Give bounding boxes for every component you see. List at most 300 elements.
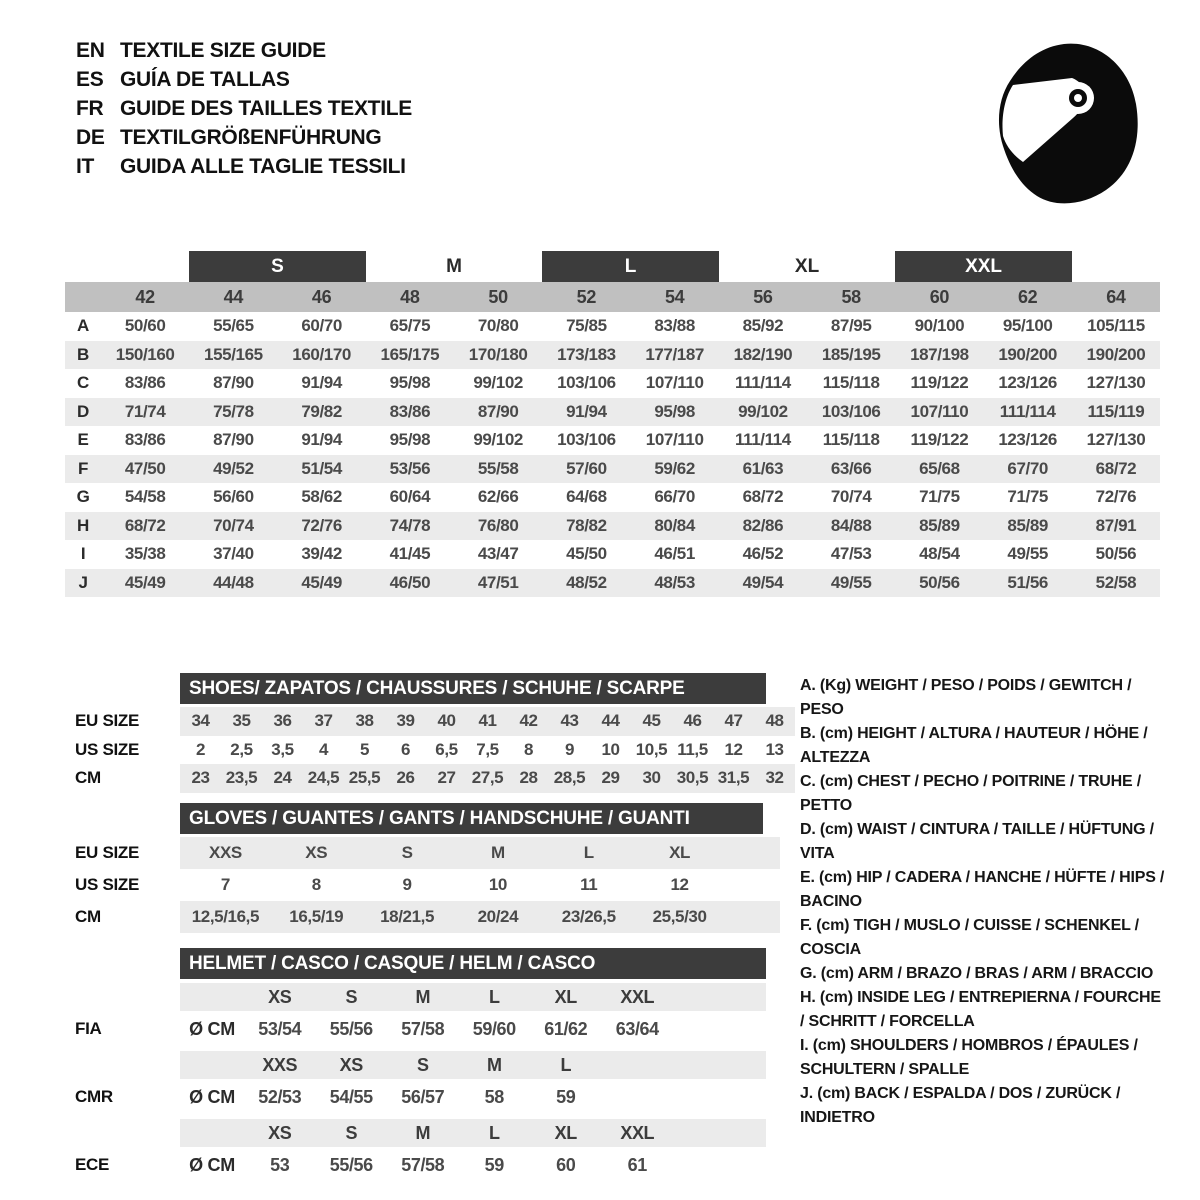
helmet-size-label: XS — [339, 1054, 363, 1075]
size-value-cell: 46/52 — [742, 544, 784, 564]
size-value-cell: 177/187 — [631, 341, 719, 370]
size-value-cell: 85/92 — [742, 316, 784, 336]
size-value-cell: 9 — [402, 875, 412, 894]
language-row — [76, 123, 412, 152]
size-value-cell: 13 — [765, 739, 784, 759]
helmet-size-label: L — [488, 1122, 500, 1143]
size-value-cell: 30 — [642, 768, 661, 788]
diameter-label: Ø CM — [189, 1018, 235, 1039]
legend-item: I. (cm) SHOULDERS / HOMBROS / ÉPAULES / SCHULTERN / SPALLE — [800, 1037, 1138, 1078]
size-value-cell: 6,5 — [435, 739, 458, 759]
size-value-cell: 85/89 — [984, 512, 1072, 541]
size-value-cell: 75/85 — [566, 316, 607, 336]
size-value-cell: 27 — [437, 768, 456, 788]
size-value-cell: 84/88 — [807, 512, 895, 541]
measurement-row — [65, 369, 1160, 398]
size-value-cell: 45/49 — [101, 569, 189, 598]
legend-item: F. (cm) TIGH / MUSLO / CUISSE / SCHENKEL / COSCIA — [800, 917, 1139, 958]
size-value-cell: 107/110 — [895, 398, 983, 427]
numeric-size-label: 50 — [454, 282, 542, 312]
helmet-size-value: 54/55 — [329, 1086, 373, 1107]
size-value-cell: 103/106 — [807, 398, 895, 427]
size-value-cell: 4 — [318, 739, 329, 759]
size-value-cell: 37/40 — [213, 544, 254, 564]
helmet-size-value: 53 — [270, 1154, 290, 1175]
helmet-size-value: 59 — [556, 1086, 576, 1107]
size-value-cell: 48 — [765, 711, 784, 731]
size-value-cell: 25,5/30 — [652, 907, 707, 926]
helmet-size-value: 52/53 — [258, 1086, 302, 1107]
size-value-cell: 170/180 — [454, 341, 542, 370]
measurement-row — [65, 540, 1160, 569]
size-value-cell: S — [401, 843, 413, 862]
size-value-cell: 50/60 — [124, 316, 166, 336]
size-value-cell: 87/90 — [213, 373, 254, 393]
size-value-cell: 30,5 — [676, 768, 709, 788]
size-value-cell: 5 — [359, 739, 370, 759]
size-row — [180, 764, 795, 793]
language-code: IT — [76, 154, 95, 178]
size-value-cell: 43/47 — [477, 544, 519, 564]
size-value-cell: 87/95 — [830, 316, 872, 336]
size-value-cell: 25,5 — [348, 768, 381, 788]
size-value-cell: 10 — [488, 875, 507, 894]
size-value-cell: 52/58 — [1072, 569, 1160, 598]
helmet-size-value: 63/64 — [615, 1018, 659, 1039]
helmet-section-title: HELMET / CASCO / CASQUE / HELM / CASCO — [180, 948, 766, 979]
measurement-row — [65, 569, 1160, 598]
size-value-cell: 68/72 — [101, 512, 189, 541]
size-value-cell: 68/72 — [742, 487, 784, 507]
size-group-label: XXL — [895, 251, 1072, 282]
numeric-size-label: 48 — [366, 282, 454, 312]
size-value-cell: 68/72 — [1072, 455, 1160, 484]
row-letter: D — [65, 398, 101, 427]
language-row — [76, 94, 412, 123]
size-value-cell: 2,5 — [230, 739, 253, 759]
size-value-cell: 37 — [314, 711, 333, 731]
size-value-cell: 83/88 — [654, 316, 695, 336]
size-group-row — [65, 251, 1160, 282]
size-value-cell: 99/102 — [473, 430, 523, 450]
size-value-cell: 47 — [724, 711, 743, 731]
size-value-cell: 7,5 — [476, 739, 499, 759]
size-value-cell: 45 — [642, 711, 661, 731]
size-value-cell: 40 — [437, 711, 456, 731]
size-value-cell: 31,5 — [717, 768, 750, 788]
size-value-cell: 127/130 — [1086, 430, 1146, 450]
shoes-size-table — [180, 673, 795, 793]
helmet-size-header-row — [180, 1119, 766, 1147]
measurement-row — [65, 483, 1160, 512]
size-value-cell: 55/58 — [454, 455, 542, 484]
shoes-section-title: SHOES/ ZAPATOS / CHAUSSURES / SCHUHE / SCARPE — [180, 673, 766, 704]
numeric-size-label: 64 — [1072, 282, 1160, 312]
helmet-size-label: S — [416, 1054, 429, 1075]
size-value-cell: 82/86 — [719, 512, 807, 541]
size-value-cell: 41 — [478, 711, 497, 731]
size-value-cell: 103/106 — [557, 430, 616, 450]
language-code: EN — [76, 38, 105, 62]
size-value-cell: 11,5 — [677, 739, 708, 759]
helmet-size-value: 55/56 — [329, 1018, 373, 1039]
size-value-cell: 75/78 — [189, 398, 277, 427]
row-letter: F — [65, 455, 101, 484]
measurement-row — [65, 455, 1160, 484]
size-value-cell: 190/200 — [1072, 341, 1160, 370]
row-label: US SIZE — [75, 739, 140, 759]
size-value-cell: 155/165 — [189, 341, 277, 370]
size-value-cell: 123/126 — [998, 430, 1057, 450]
size-value-cell: 59/62 — [631, 455, 719, 484]
size-value-cell: 49/52 — [189, 455, 277, 484]
size-value-cell: 12,5/16,5 — [191, 907, 260, 926]
size-row — [180, 736, 795, 765]
size-value-cell: 23,5 — [225, 768, 258, 788]
size-value-cell: 34 — [191, 711, 210, 731]
helmet-size-table — [180, 948, 766, 1183]
size-value-cell: 45/49 — [278, 569, 366, 598]
size-value-cell: 29 — [601, 768, 620, 788]
size-value-cell: 48/54 — [919, 544, 960, 564]
row-letter: C — [77, 373, 89, 393]
gloves-size-table — [180, 803, 780, 933]
numeric-size-header-row — [65, 282, 1160, 312]
size-value-cell: XXS — [209, 843, 242, 862]
size-value-cell: 8 — [311, 875, 321, 894]
helmet-size-value: 61 — [627, 1154, 647, 1175]
helmet-standard-label: ECE — [75, 1155, 110, 1174]
size-group-label: S — [189, 251, 366, 282]
row-label: EU SIZE — [75, 843, 140, 862]
size-value-cell: 91/94 — [301, 430, 342, 450]
size-value-cell: 48/53 — [631, 569, 719, 598]
size-value-cell: 95/98 — [389, 430, 431, 450]
helmet-size-label: XXS — [262, 1054, 298, 1075]
language-title: GUIDA ALLE TAGLIE TESSILI — [120, 154, 406, 178]
legend-item: H. (cm) INSIDE LEG / ENTREPIERNA / FOURCHE / SCHRITT / FORCELLA — [800, 989, 1161, 1030]
helmet-size-label: XL — [554, 986, 577, 1007]
size-value-cell: 87/91 — [1072, 512, 1160, 541]
corner-cell — [65, 282, 101, 312]
size-value-cell: 127/130 — [1086, 373, 1146, 393]
size-value-cell: 55/65 — [213, 316, 254, 336]
size-value-cell: 35/38 — [124, 544, 166, 564]
size-value-cell: 111/114 — [734, 430, 791, 450]
size-value-cell: 187/198 — [895, 341, 983, 370]
legend-item: C. (cm) CHEST / PECHO / POITRINE / TRUHE / PETTO — [800, 773, 1141, 814]
size-value-cell: 62/66 — [477, 487, 519, 507]
size-value-cell: 46/50 — [366, 569, 454, 598]
size-group-label: L — [542, 251, 719, 282]
size-value-cell: M — [491, 843, 505, 862]
size-value-cell: 51/56 — [984, 569, 1072, 598]
size-value-cell: 44 — [601, 711, 620, 731]
size-value-cell: 56/60 — [213, 487, 254, 507]
legend-item: B. (cm) HEIGHT / ALTURA / HAUTEUR / HÖHE / ALTEZZA — [800, 725, 1148, 766]
language-list — [76, 36, 412, 181]
size-value-cell: 91/94 — [542, 398, 630, 427]
helmet-size-header-row — [180, 983, 766, 1011]
size-value-cell: 28,5 — [553, 768, 586, 788]
size-value-cell: 51/54 — [278, 455, 366, 484]
size-value-cell: 83/86 — [124, 373, 166, 393]
language-title: GUIDE DES TAILLES TEXTILE — [120, 96, 412, 120]
helmet-size-value: 55/56 — [329, 1154, 373, 1175]
size-value-cell: 83/86 — [366, 398, 454, 427]
size-value-cell: 165/175 — [366, 341, 454, 370]
numeric-size-label: 60 — [895, 282, 983, 312]
size-row — [180, 869, 780, 901]
size-value-cell: 87/90 — [454, 398, 542, 427]
numeric-size-label: 62 — [984, 282, 1072, 312]
numeric-size-label: 44 — [189, 282, 277, 312]
helmet-size-value: 61/62 — [544, 1018, 588, 1039]
measurement-legend — [800, 674, 1168, 1130]
language-code: ES — [76, 67, 104, 91]
diameter-label: Ø CM — [189, 1086, 235, 1107]
language-title: TEXTILE SIZE GUIDE — [120, 38, 326, 62]
helmet-size-value: 59 — [484, 1154, 504, 1175]
size-value-cell: 42 — [519, 711, 538, 731]
size-value-cell: 99/102 — [719, 398, 807, 427]
size-value-cell: 57/60 — [542, 455, 630, 484]
helmet-size-label: M — [486, 1054, 502, 1075]
size-value-cell: 91/94 — [301, 373, 342, 393]
measurement-row — [65, 341, 1160, 370]
size-value-cell: 63/66 — [807, 455, 895, 484]
size-value-cell: 50/56 — [895, 569, 983, 598]
size-value-cell: 44/48 — [189, 569, 277, 598]
helmet-size-value: 57/58 — [401, 1018, 445, 1039]
size-value-cell: 111/114 — [984, 398, 1072, 427]
size-value-cell: L — [583, 843, 594, 862]
size-value-cell: 99/102 — [473, 373, 523, 393]
size-value-cell: 28 — [519, 768, 538, 788]
row-letter: I — [80, 544, 86, 564]
row-letter: E — [77, 430, 89, 450]
helmet-size-value: 56/57 — [401, 1086, 445, 1107]
row-letter: B — [65, 341, 101, 370]
size-value-cell: 11 — [580, 875, 598, 894]
helmet-size-label: M — [415, 986, 431, 1007]
size-value-cell: 53/56 — [366, 455, 454, 484]
numeric-size-label: 58 — [807, 282, 895, 312]
helmet-size-label: XS — [268, 986, 292, 1007]
size-value-cell: 78/82 — [542, 512, 630, 541]
size-value-cell: 67/70 — [984, 455, 1072, 484]
size-value-cell: 47/53 — [830, 544, 872, 564]
size-value-cell: 115/118 — [822, 373, 880, 393]
language-code: DE — [76, 125, 105, 149]
size-value-cell: 71/75 — [919, 487, 960, 507]
size-value-cell: 2 — [195, 739, 206, 759]
size-value-cell: 35 — [232, 711, 251, 731]
size-value-cell: 74/78 — [366, 512, 454, 541]
helmet-size-label: L — [488, 986, 500, 1007]
size-value-cell: 12 — [670, 875, 689, 894]
helmet-size-header-row — [180, 1051, 766, 1079]
legend-item: E. (cm) HIP / CADERA / HANCHE / HÜFTE / HIPS / BACINO — [800, 869, 1165, 910]
size-value-cell: XL — [669, 843, 691, 862]
numeric-size-label: 52 — [542, 282, 630, 312]
size-value-cell: 79/82 — [278, 398, 366, 427]
size-value-cell: 16,5/19 — [289, 907, 344, 926]
size-value-cell: 24,5 — [307, 768, 340, 788]
size-value-cell: 95/98 — [631, 398, 719, 427]
size-value-cell: 36 — [273, 711, 292, 731]
helmet-size-label: XL — [554, 1122, 577, 1143]
size-value-cell: 119/122 — [910, 430, 969, 450]
size-value-cell: 23/26,5 — [561, 907, 616, 926]
size-value-cell: 60/70 — [301, 316, 342, 336]
row-letter: H — [65, 512, 101, 541]
size-value-cell: 61/63 — [719, 455, 807, 484]
size-value-cell: 41/45 — [389, 544, 431, 564]
size-value-cell: 72/76 — [1095, 487, 1137, 507]
numeric-size-label: 42 — [101, 282, 189, 312]
apparel-size-table — [65, 251, 1160, 597]
size-value-cell: 18/21,5 — [380, 907, 435, 926]
row-label: EU SIZE — [75, 711, 140, 731]
size-value-cell: 27,5 — [471, 768, 504, 788]
size-value-cell: 71/74 — [101, 398, 189, 427]
size-value-cell: 95/100 — [1002, 316, 1053, 336]
size-value-cell: 71/75 — [1007, 487, 1048, 507]
language-code: FR — [76, 96, 104, 120]
gloves-section-title: GLOVES / GUANTES / GANTS / HANDSCHUHE / GUANTI — [180, 803, 763, 834]
size-value-cell: 64/68 — [566, 487, 607, 507]
size-value-cell: 7 — [220, 875, 230, 894]
measurement-row — [65, 512, 1160, 541]
size-value-cell: 185/195 — [807, 341, 895, 370]
racing-helmet-icon-svg — [982, 36, 1142, 212]
language-row — [76, 36, 412, 65]
size-value-cell: 83/86 — [124, 430, 166, 450]
helmet-size-value: 58 — [484, 1086, 504, 1107]
size-value-cell: 6 — [400, 739, 411, 759]
size-value-cell: 80/84 — [631, 512, 719, 541]
language-row — [76, 65, 412, 94]
size-value-cell: 38 — [355, 711, 374, 731]
size-value-cell: 39/42 — [301, 544, 342, 564]
size-value-cell: 107/110 — [645, 373, 704, 393]
numeric-size-label: 46 — [278, 282, 366, 312]
size-value-cell: 54/58 — [124, 487, 166, 507]
size-value-cell: 49/55 — [807, 569, 895, 598]
legend-item: G. (cm) ARM / BRAZO / BRAS / ARM / BRACCIO — [800, 965, 1154, 982]
measurement-row — [65, 312, 1160, 341]
legend-item: J. (cm) BACK / ESPALDA / DOS / ZURÜCK / INDIETRO — [800, 1085, 1121, 1126]
size-value-cell: 47/50 — [101, 455, 189, 484]
size-value-cell: 9 — [564, 739, 575, 759]
helmet-size-label: S — [345, 1122, 358, 1143]
size-value-cell: 46/51 — [654, 544, 695, 564]
size-value-cell: 32 — [765, 768, 784, 788]
helmet-size-value: 57/58 — [401, 1154, 445, 1175]
helmet-size-value: 59/60 — [472, 1018, 516, 1039]
size-value-cell: 103/106 — [557, 373, 616, 393]
helmet-value-row — [180, 1147, 766, 1183]
diameter-label: Ø CM — [189, 1154, 235, 1175]
size-row — [180, 901, 780, 933]
helmet-size-label: XXL — [620, 986, 655, 1007]
legend-item: A. (Kg) WEIGHT / PESO / POIDS / GEWITCH / PESO — [800, 677, 1132, 718]
size-row — [180, 837, 780, 869]
size-value-cell: 12 — [724, 739, 743, 759]
size-value-cell: 119/122 — [910, 373, 969, 393]
row-label: CM — [75, 907, 101, 926]
measurement-row — [65, 398, 1160, 427]
size-value-cell: 20/24 — [477, 907, 519, 926]
row-label: CM — [75, 768, 101, 788]
apparel-size-table-grid — [65, 251, 1160, 597]
helmet-size-value: 53/54 — [258, 1018, 302, 1039]
language-title: GUÍA DE TALLAS — [120, 67, 290, 91]
size-value-cell: 65/75 — [389, 316, 431, 336]
size-value-cell: 190/200 — [984, 341, 1072, 370]
size-value-cell: 3,5 — [271, 739, 294, 759]
size-value-cell: 8 — [523, 739, 534, 759]
size-value-cell: 115/118 — [822, 430, 880, 450]
size-value-cell: 70/74 — [189, 512, 277, 541]
helmet-size-label: M — [415, 1122, 431, 1143]
language-row — [76, 152, 412, 181]
size-value-cell: 45/50 — [566, 544, 607, 564]
size-row — [180, 707, 795, 736]
helmet-value-row — [180, 1079, 766, 1115]
helmet-standard-label: CMR — [75, 1087, 113, 1106]
helmet-size-label: XXL — [620, 1122, 655, 1143]
size-value-cell: 107/110 — [645, 430, 704, 450]
numeric-size-label: 54 — [631, 282, 719, 312]
row-letter: G — [76, 487, 90, 507]
size-value-cell: 76/80 — [454, 512, 542, 541]
size-value-cell: 58/62 — [301, 487, 342, 507]
row-letter: A — [77, 316, 89, 336]
size-value-cell: 123/126 — [998, 373, 1057, 393]
measurement-row — [65, 426, 1160, 455]
legend-item: D. (cm) WAIST / CINTURA / TAILLE / HÜFTUNG / VITA — [800, 821, 1154, 862]
row-label: US SIZE — [75, 875, 140, 894]
size-value-cell: 90/100 — [914, 316, 965, 336]
size-value-cell: 43 — [560, 711, 579, 731]
size-value-cell: 24 — [273, 768, 292, 788]
size-value-cell: 72/76 — [278, 512, 366, 541]
racing-helmet-icon — [982, 36, 1142, 212]
row-letter: J — [65, 569, 101, 598]
numeric-size-label: 56 — [719, 282, 807, 312]
size-value-cell: 39 — [396, 711, 415, 731]
size-value-cell: 23 — [191, 768, 210, 788]
size-value-cell: 48/52 — [542, 569, 630, 598]
size-value-cell: 10 — [601, 739, 620, 759]
helmet-size-label: L — [560, 1054, 572, 1075]
size-value-cell: 87/90 — [213, 430, 254, 450]
size-value-cell: 46 — [683, 711, 702, 731]
size-value-cell: 50/56 — [1095, 544, 1137, 564]
size-value-cell: 49/55 — [1007, 544, 1048, 564]
size-value-cell: 47/51 — [454, 569, 542, 598]
size-value-cell: XS — [305, 843, 328, 862]
size-value-cell: 85/89 — [895, 512, 983, 541]
size-value-cell: 10,5 — [635, 739, 668, 759]
size-value-cell: 105/115 — [1087, 316, 1145, 336]
size-value-cell: 65/68 — [895, 455, 983, 484]
size-value-cell: 26 — [396, 768, 415, 788]
size-group-label: XL — [794, 255, 820, 277]
helmet-size-label: S — [345, 986, 358, 1007]
